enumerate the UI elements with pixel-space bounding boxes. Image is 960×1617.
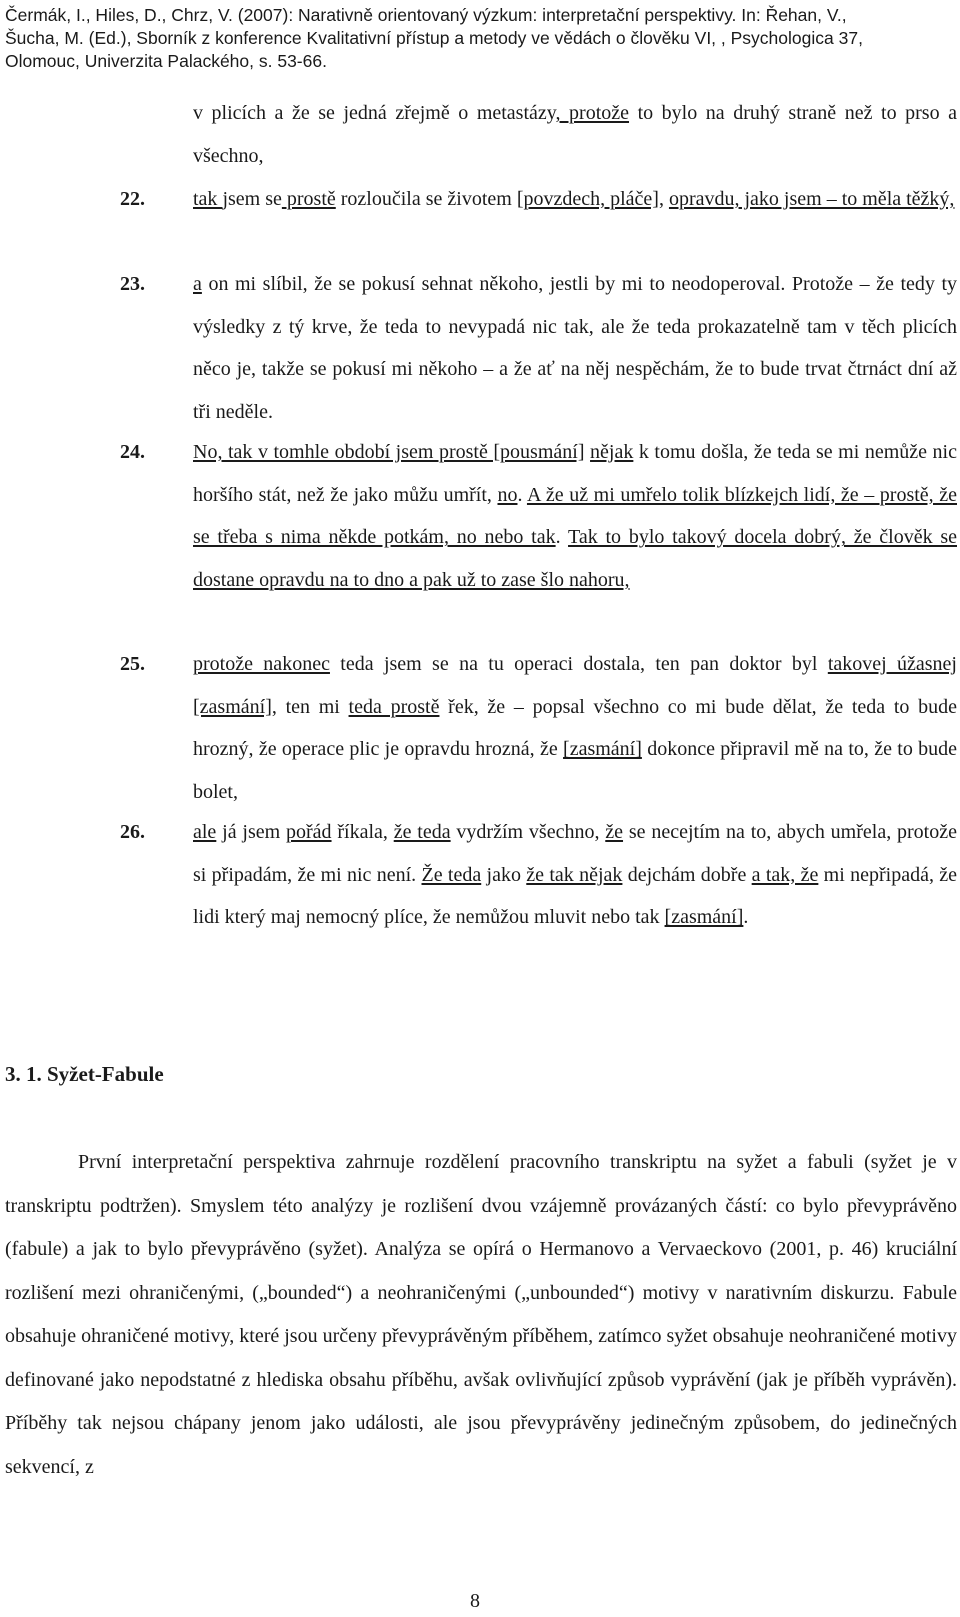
underlined-segment: nějak [590, 441, 634, 463]
text-segment: jako [481, 863, 527, 886]
underlined-segment: [zasmání] [664, 906, 744, 929]
underlined-segment: že teda [393, 821, 451, 843]
underlined-segment: tak [193, 188, 223, 210]
underlined-segment: A že už mi umřelo tolik blízkejch lidí, že – prostě, že se třeba s nima někde potkám, no nebo tak [193, 483, 957, 549]
transcript-text [193, 643, 957, 814]
text-segment: já jsem [216, 821, 286, 843]
text-segment: dokonce připravil mě na to, že to bude bolet, [193, 738, 957, 804]
underlined-segment: ale [193, 821, 217, 843]
transcript-number: 24. [120, 441, 145, 463]
transcript-number: 25. [120, 653, 145, 675]
underlined-segment: [zasmání] [563, 738, 642, 761]
citation-line-2: Šucha, M. (Ed.), Sborník z konference Kvalitativní přístup a metody ve vědách o člověku VI, , Psychologica 37, [5, 28, 863, 48]
underlined-segment: prostě [281, 188, 336, 210]
transcript-text [193, 92, 957, 177]
text-segment: v plicích a že se jedná zřejmě o metastázy [193, 102, 556, 124]
underlined-segment: No, tak v tomhle období jsem prostě [pousmání] [193, 441, 585, 463]
transcript-text [193, 811, 957, 939]
text-segment: . [743, 906, 749, 929]
page-number: 8 [470, 1590, 480, 1612]
text-segment: vydržím všechno, [450, 821, 606, 843]
underlined-segment: takovej úžasnej [zasmání] [193, 653, 957, 718]
underlined-segment: [povzdech, pláče] [516, 188, 659, 210]
transcript-number: 23. [120, 273, 145, 295]
text-segment: se necejtím na to, abych umřela, protože si připadám, že mi nic není. [193, 821, 957, 886]
text-segment: jsem se [222, 188, 282, 210]
text-segment: rozloučila se životem [335, 188, 517, 210]
underlined-segment: a [193, 273, 202, 295]
underlined-segment: no [497, 483, 518, 506]
text-segment: říkala, [331, 821, 394, 843]
underlined-segment: opravdu, jako jsem – to měla těžký, [668, 188, 955, 210]
text-segment: on mi slíbil, že se pokusí sehnat někoho, jestli by mi to neodoperoval. Protože – že tedy ty výsledky z tý krve, že teda to nevypadá nic tak, ale že teda prokazatelně tam v těch plicích něco je, takže se pokusí mi někoho – a že ať na něj nespěchám, že to bude trvat čtrnáct dní až tři neděle. [193, 273, 957, 424]
text-segment: mi nepřipadá, že lidi který maj nemocný plíce, že nemůžou mluvit nebo tak [193, 863, 958, 929]
transcript-text [193, 263, 957, 434]
text-segment: , ten mi [271, 695, 349, 718]
transcript-number: 22. [120, 188, 145, 210]
underlined-segment: protože nakonec [193, 653, 330, 675]
text-segment: , [658, 188, 669, 210]
text-segment: . [517, 483, 527, 506]
transcript-text [193, 431, 957, 602]
underlined-segment: , protože [555, 102, 630, 124]
section-heading: 3. 1. Syžet-Fabule [5, 1062, 164, 1086]
text-segment: to bylo na druhý straně než to prso a všechno, [193, 102, 957, 167]
citation-line-3: Olomouc, Univerzita Palackého, s. 53-66. [5, 51, 327, 71]
body-paragraph: První interpretační perspektiva zahrnuje rozdělení pracovního transkriptu na syžet a fabuli (syžet je v transkriptu podtržen). Smyslem této analýzy je rozlišení dvou vzájemně provázaných částí: co bylo převyprávěno (fabule) a jak to bylo převyprávěno (syžet). Analýza se opírá o Hermanovo a Vervaeckovo (2001, p. 46) kruciální rozlišení mezi ohraničenými, („bounded“) a neohraničenými („unbounded“) motivy v narativním diskurzu. Fabule obsahuje ohraničené motivy, které jsou určeny převyprávěným příběhem, zatímco syžet obsahuje neohraničené motivy definované jako nepodstatné z hlediska obsahu příběhu, avšak ovlivňující způsob vyprávění (jak je příběh vyprávěn). Příběhy tak nejsou chápany jenom jako události, ale jsou převyprávěny jedinečným způsobem, do jedinečných sekvencí, z [5, 1151, 957, 1478]
text-segment: řek, že – popsal všechno co mi bude dělat, že teda to bude hrozný, že operace plic je opravdu hrozná, že [193, 695, 958, 761]
underlined-segment: Tak to bylo takový docela dobrý, že člověk se dostane opravdu na to dno a pak už to zase šlo nahoru, [193, 526, 957, 592]
text-segment: dejchám dobře [622, 863, 752, 886]
text-segment: teda jsem se na tu operaci dostala, ten pan doktor byl [329, 653, 828, 675]
text-segment: k tomu došla, že teda se mi nemůže nic horšího stát, než že jako můžu umřít, [193, 441, 957, 506]
underlined-segment: Že teda [421, 863, 482, 886]
citation-line-1: Čermák, I., Hiles, D., Chrz, V. (2007): Narativně orientovaný výzkum: interpretační perspektivy. In: Řehan, V., [5, 5, 847, 25]
underlined-segment: a tak, že [751, 863, 819, 886]
transcript-text [193, 178, 957, 221]
text-segment: . [555, 526, 569, 549]
citation-header [5, 4, 950, 73]
underlined-segment: teda prostě [348, 695, 440, 718]
underlined-segment: že [605, 821, 624, 843]
underlined-segment: pořád [286, 821, 332, 843]
transcript-number: 26. [120, 821, 145, 843]
underlined-segment: že tak nějak [526, 863, 623, 886]
